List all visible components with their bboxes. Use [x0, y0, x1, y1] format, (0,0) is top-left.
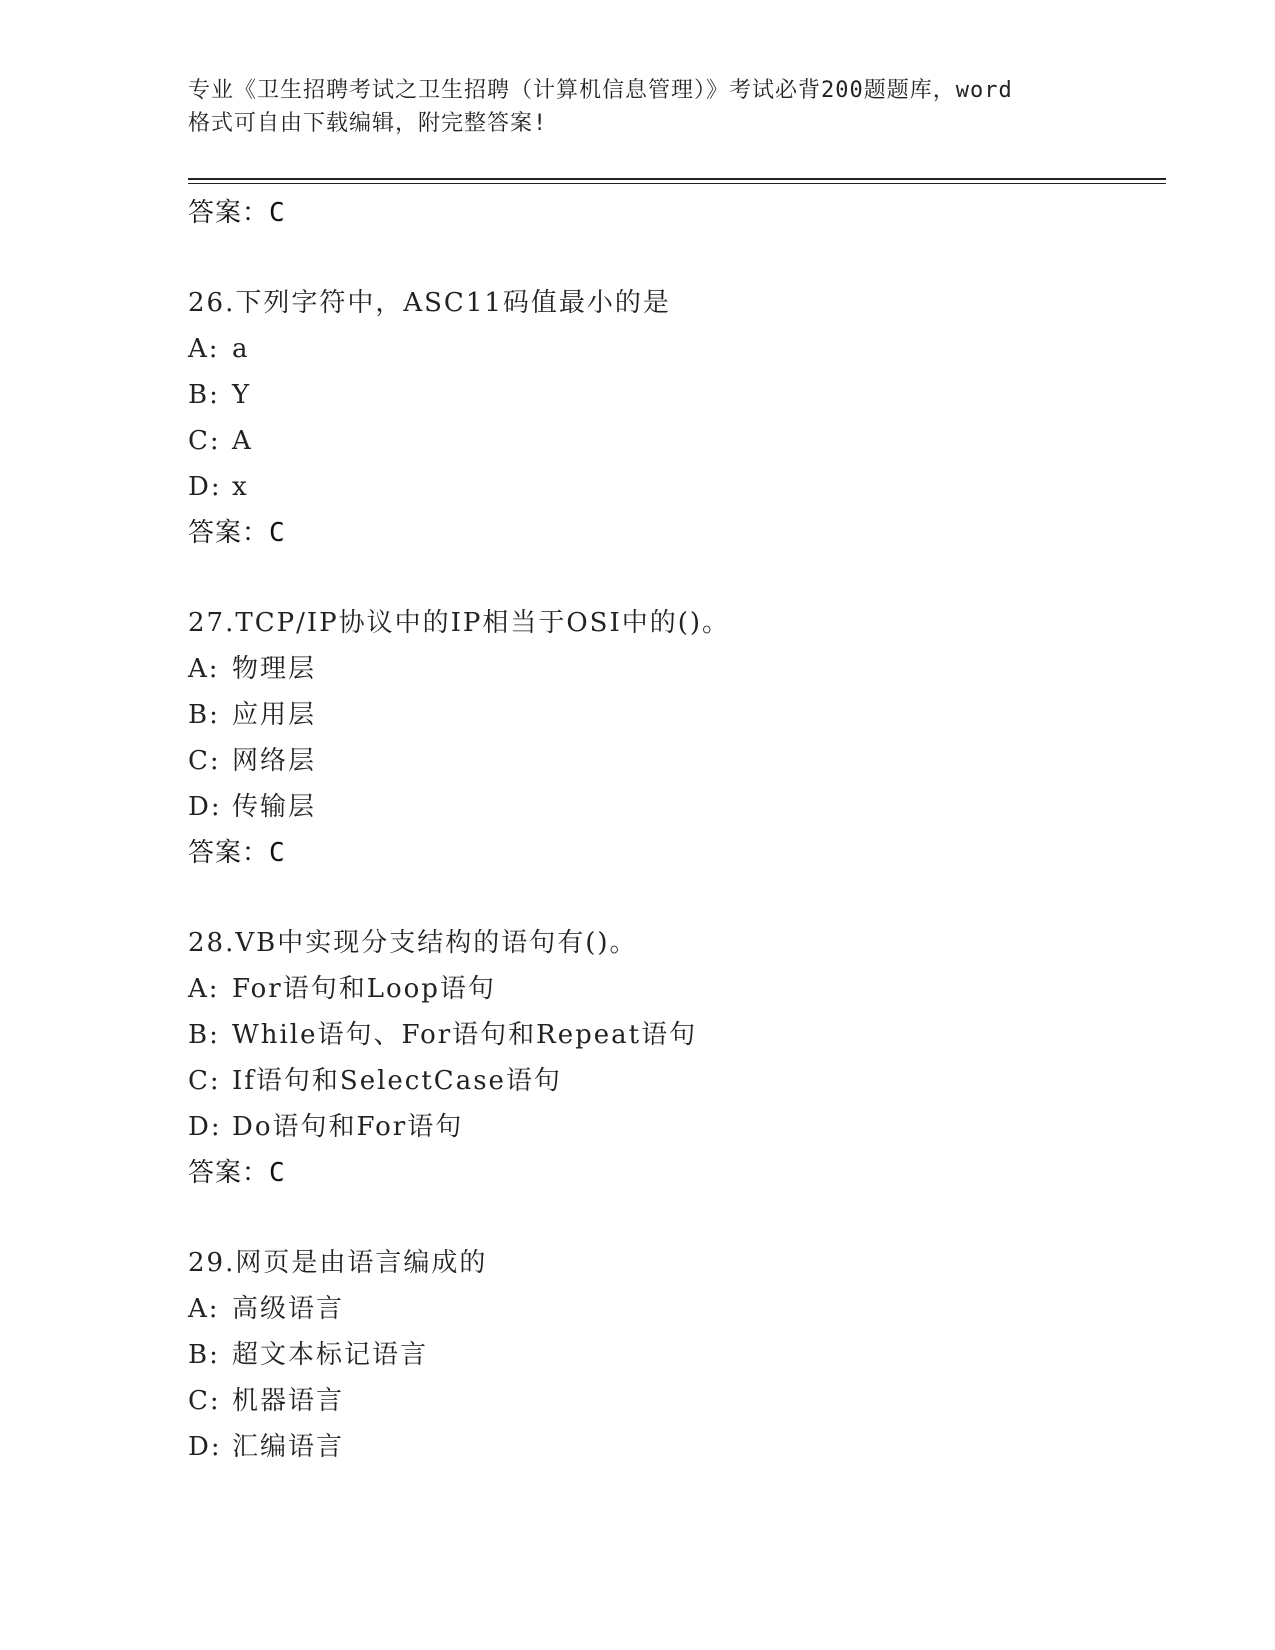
option-text: While语句、For语句和Repeat语句: [232, 1020, 698, 1050]
question-list: [188, 190, 1166, 1470]
option-key: A:: [188, 1294, 220, 1324]
option-text: 汇编语言: [232, 1432, 345, 1462]
option-c: [188, 1378, 1166, 1424]
option-key: A:: [188, 654, 220, 684]
option-key: A:: [188, 334, 220, 364]
document-header: [188, 74, 1088, 140]
option-key: B:: [188, 1340, 220, 1370]
question-stem: 28.VB中实现分支结构的语句有()。: [188, 928, 638, 958]
question-item: [188, 920, 1166, 1196]
option-text: x: [232, 472, 249, 502]
answer-line: 答案：C: [188, 518, 286, 548]
option-text: 超文本标记语言: [232, 1340, 429, 1370]
header-divider-thin: [188, 183, 1166, 184]
question-item: [188, 280, 1166, 556]
option-a: [188, 1286, 1166, 1332]
option-key: D:: [188, 792, 222, 822]
option-text: 网络层: [232, 746, 317, 776]
answer-line: 答案：C: [188, 838, 286, 868]
header-divider-thick: [188, 178, 1166, 180]
question-stem: 29.网页是由语言编成的: [188, 1248, 488, 1278]
answer-line: 答案：C: [188, 1158, 286, 1188]
question-item: [188, 600, 1166, 876]
option-text: 传输层: [232, 792, 317, 822]
option-c: [188, 418, 1166, 464]
option-key: D:: [188, 1432, 222, 1462]
option-a: [188, 326, 1166, 372]
question-stem: 26.下列字符中，ASC11码值最小的是: [188, 288, 671, 318]
option-text: A: [232, 426, 253, 456]
option-c: [188, 1058, 1166, 1104]
option-text: Do语句和For语句: [232, 1112, 464, 1142]
option-key: C:: [188, 746, 221, 776]
option-text: 应用层: [232, 700, 317, 730]
option-text: a: [232, 334, 250, 364]
header-line-2: 格式可自由下载编辑，附完整答案!: [188, 111, 548, 136]
option-key: B:: [188, 1020, 220, 1050]
question-item: [188, 1240, 1166, 1470]
answer-line: 答案：C: [188, 198, 286, 228]
question-stem: 27.TCP/IP协议中的IP相当于OSI中的()。: [188, 608, 731, 638]
option-b: [188, 692, 1166, 738]
option-key: C:: [188, 1386, 221, 1416]
option-a: [188, 966, 1166, 1012]
option-text: 高级语言: [232, 1294, 345, 1324]
option-key: D:: [188, 472, 222, 502]
header-line-1: 专业《卫生招聘考试之卫生招聘（计算机信息管理）》考试必背200题题库，word: [188, 78, 1013, 103]
option-b: [188, 372, 1166, 418]
option-c: [188, 738, 1166, 784]
option-text: If语句和SelectCase语句: [232, 1066, 562, 1096]
option-text: 物理层: [232, 654, 317, 684]
option-text: Y: [232, 380, 252, 410]
option-key: D:: [188, 1112, 222, 1142]
option-a: [188, 646, 1166, 692]
option-d: [188, 784, 1166, 830]
option-key: B:: [188, 380, 220, 410]
option-b: [188, 1332, 1166, 1378]
option-key: A:: [188, 974, 220, 1004]
option-d: [188, 1104, 1166, 1150]
option-d: [188, 464, 1166, 510]
option-key: C:: [188, 1066, 221, 1096]
option-d: [188, 1424, 1166, 1470]
option-key: C:: [188, 426, 221, 456]
option-text: For语句和Loop语句: [232, 974, 496, 1004]
option-key: B:: [188, 700, 220, 730]
option-text: 机器语言: [232, 1386, 345, 1416]
option-b: [188, 1012, 1166, 1058]
